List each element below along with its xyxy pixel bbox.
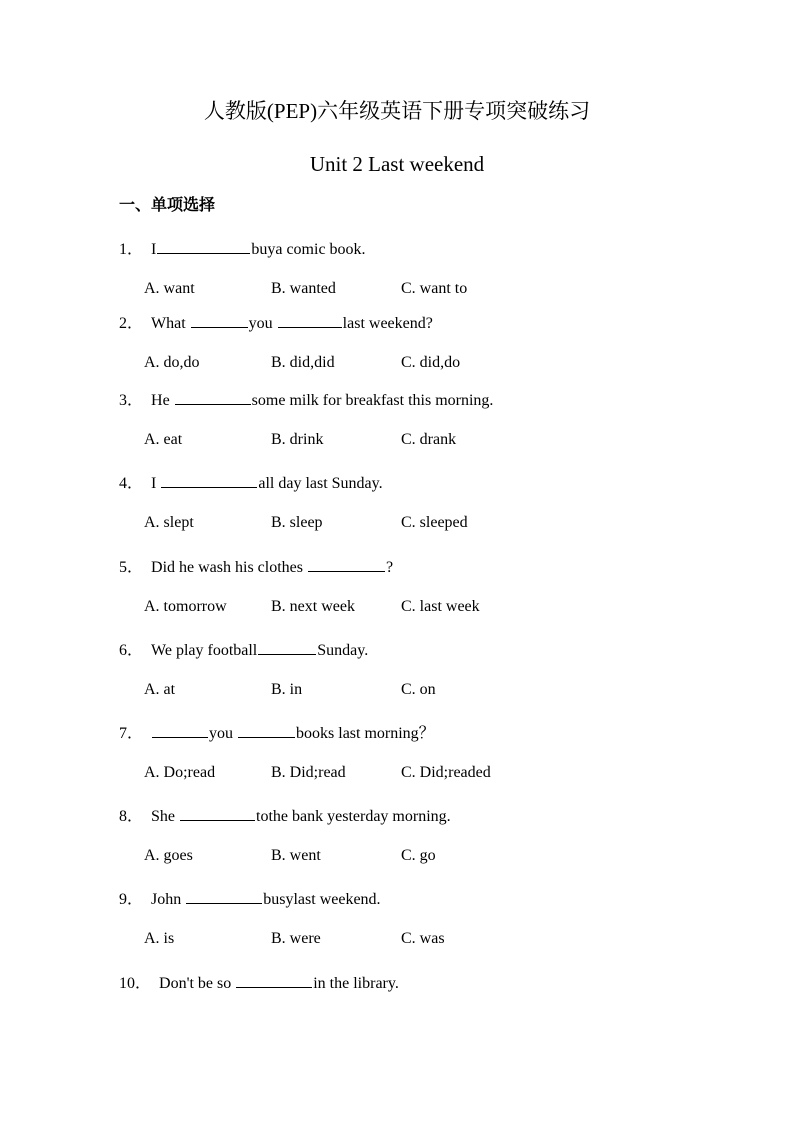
question-number: 8．: [119, 808, 144, 825]
question-number: 3．: [119, 392, 144, 409]
question-number: 4．: [119, 475, 144, 492]
answer-blank[interactable]: [278, 311, 342, 328]
answer-blank[interactable]: [157, 237, 250, 254]
answer-option-a[interactable]: A. is: [144, 930, 175, 947]
answer-option-c[interactable]: C. want to: [401, 280, 468, 297]
question-item: [119, 721, 759, 805]
question-text: in the library.: [313, 975, 399, 992]
question-item: [119, 638, 759, 722]
question-text: some milk for breakfast this morning.: [251, 392, 494, 409]
question-text: What: [151, 315, 190, 332]
answer-blank[interactable]: [308, 555, 385, 572]
question-stem: [119, 388, 493, 412]
question-text: We play football: [151, 642, 258, 659]
question-stem: [119, 971, 399, 995]
question-text: busylast weekend.: [263, 891, 381, 908]
answer-option-a[interactable]: A. do,do: [144, 354, 200, 371]
answer-option-c[interactable]: C. on: [401, 681, 436, 698]
answer-option-a[interactable]: A. goes: [144, 847, 193, 864]
question-number: 10．: [119, 975, 152, 992]
answer-blank[interactable]: [180, 804, 255, 821]
question-item: [119, 971, 759, 1055]
question-text: you: [248, 315, 277, 332]
question-text: you: [209, 725, 238, 742]
question-number: 2．: [119, 315, 144, 332]
answer-option-c[interactable]: C. did,do: [401, 354, 461, 371]
answer-option-c[interactable]: C. drank: [401, 431, 457, 448]
question-text: I: [151, 475, 161, 492]
question-stem: [119, 804, 451, 828]
answer-option-a[interactable]: A. eat: [144, 431, 183, 448]
answer-blank[interactable]: [238, 721, 295, 738]
question-text: John: [151, 891, 186, 908]
question-text: She: [151, 808, 180, 825]
answer-option-c[interactable]: C. last week: [401, 598, 480, 615]
answer-option-b[interactable]: B. wanted: [271, 280, 336, 297]
answer-option-b[interactable]: B. did,did: [271, 354, 335, 371]
question-text: ?: [386, 559, 394, 576]
question-text: buya comic book.: [251, 241, 366, 258]
answer-option-b[interactable]: B. were: [271, 930, 321, 947]
answer-option-c[interactable]: C. Did;readed: [401, 764, 491, 781]
answer-blank[interactable]: [191, 311, 248, 328]
question-text: all day last Sunday.: [258, 475, 383, 492]
question-text: tothe bank yesterday morning.: [256, 808, 451, 825]
question-item: [119, 311, 759, 395]
question-text: I: [151, 241, 157, 258]
question-stem: [119, 471, 383, 495]
question-text: He: [151, 392, 174, 409]
answer-option-c[interactable]: C. was: [401, 930, 445, 947]
question-item: [119, 887, 759, 971]
answer-option-c[interactable]: C. sleeped: [401, 514, 468, 531]
answer-option-b[interactable]: B. went: [271, 847, 321, 864]
answer-option-b[interactable]: B. in: [271, 681, 303, 698]
answer-option-a[interactable]: A. slept: [144, 514, 194, 531]
answer-option-b[interactable]: B. sleep: [271, 514, 323, 531]
question-text: books last morning？: [296, 725, 435, 742]
answer-option-b[interactable]: B. drink: [271, 431, 324, 448]
answer-option-b[interactable]: B. next week: [271, 598, 355, 615]
answer-blank[interactable]: [152, 721, 208, 738]
answer-blank[interactable]: [258, 638, 316, 655]
page-title: 人教版(PEP)六年级英语下册专项突破练习: [203, 99, 591, 123]
question-stem: [119, 721, 435, 745]
answer-option-b[interactable]: B. Did;read: [271, 764, 346, 781]
answer-blank[interactable]: [186, 887, 262, 904]
answer-blank[interactable]: [175, 388, 251, 405]
question-stem: [119, 638, 368, 662]
question-item: [119, 471, 759, 555]
question-stem: [119, 237, 366, 261]
question-text: last weekend?: [342, 315, 433, 332]
question-number: 7．: [119, 725, 144, 742]
question-number: 6．: [119, 642, 144, 659]
answer-option-a[interactable]: A. at: [144, 681, 176, 698]
question-stem: [119, 311, 433, 335]
question-stem: [119, 555, 393, 579]
question-item: [119, 555, 759, 639]
answer-option-a[interactable]: A. want: [144, 280, 195, 297]
question-item: [119, 388, 759, 472]
question-number: 1．: [119, 241, 144, 258]
question-stem: [119, 887, 381, 911]
answer-option-a[interactable]: A. tomorrow: [144, 598, 227, 615]
question-item: [119, 237, 759, 321]
answer-blank[interactable]: [236, 971, 312, 988]
question-text: Sunday.: [317, 642, 369, 659]
question-text: Did he wash his clothes: [151, 559, 307, 576]
question-item: [119, 804, 759, 888]
answer-blank[interactable]: [161, 471, 257, 488]
question-number: 5．: [119, 559, 144, 576]
answer-option-c[interactable]: C. go: [401, 847, 436, 864]
unit-subtitle: Unit 2 Last weekend: [309, 152, 485, 176]
question-text: Don't be so: [159, 975, 236, 992]
section-heading: 一、单项选择: [119, 195, 216, 214]
answer-option-a[interactable]: A. Do;read: [144, 764, 216, 781]
question-number: 9．: [119, 891, 144, 908]
